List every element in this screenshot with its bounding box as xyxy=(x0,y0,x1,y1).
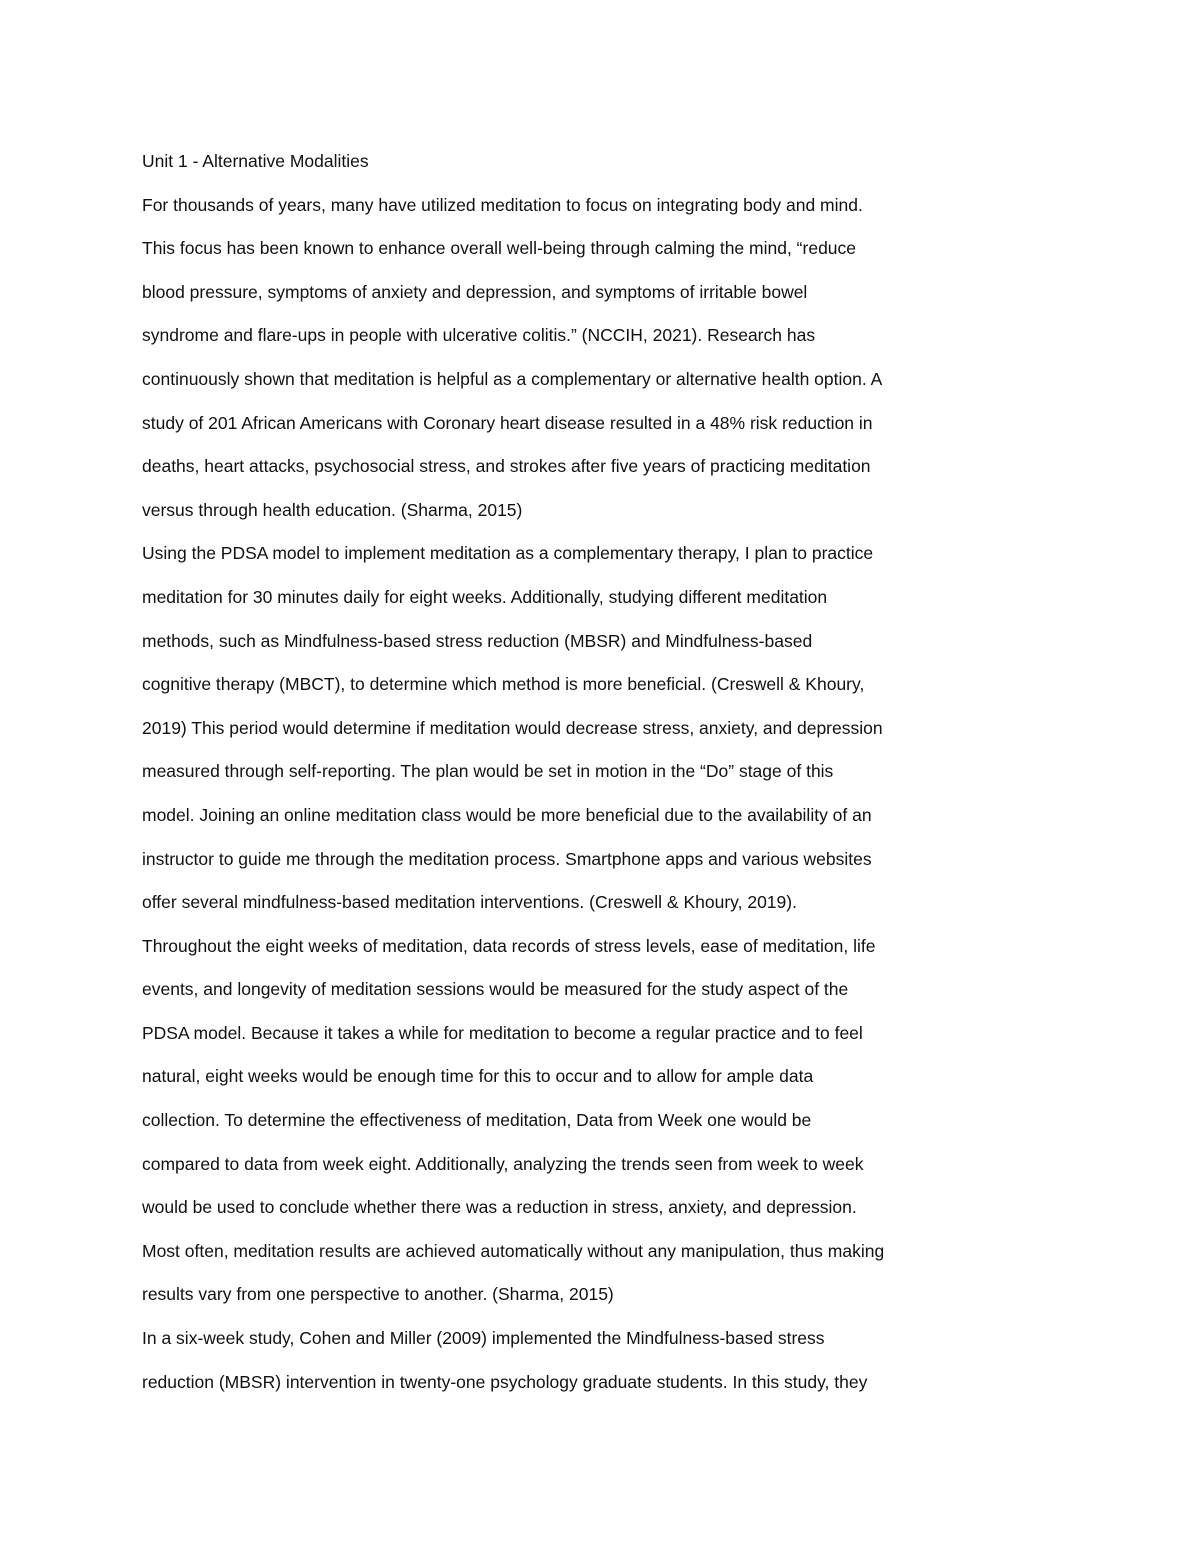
text-line-3: blood pressure, symptoms of anxiety and depression, and symptoms of irritable bowel xyxy=(142,281,808,302)
text-line-2: This focus has been known to enhance overall well-being through calming the mind, “reduce xyxy=(142,238,857,259)
text-line-15: model. Joining an online meditation class would be more beneficial due to the availability of an xyxy=(142,804,872,825)
text-line-28: reduction (MBSR) intervention in twenty-one psychology graduate students. In this study, they xyxy=(142,1371,868,1392)
text-line-1: For thousands of years, many have utilized meditation to focus on integrating body and mind. xyxy=(142,194,863,215)
text-line-22: collection. To determine the effectiveness of meditation, Data from Week one would be xyxy=(142,1110,812,1131)
text-line-17: offer several mindfulness-based meditation interventions. (Creswell & Khoury, 2019). xyxy=(142,892,797,913)
text-line-14: measured through self-reporting. The plan would be set in motion in the “Do” stage of this xyxy=(142,761,834,782)
text-line-24: would be used to conclude whether there was a reduction in stress, anxiety, and depression. xyxy=(142,1197,857,1218)
text-line-21: natural, eight weeks would be enough time for this to occur and to allow for ample data xyxy=(142,1066,814,1087)
text-line-8: versus through health education. (Sharma, 2015) xyxy=(142,499,523,520)
text-line-5: continuously shown that meditation is helpful as a complementary or alternative health option. A xyxy=(142,368,883,389)
text-line-7: deaths, heart attacks, psychosocial stress, and strokes after five years of practicing meditation xyxy=(142,456,871,477)
document-body xyxy=(142,140,1042,1404)
text-line-26: results vary from one perspective to another. (Sharma, 2015) xyxy=(142,1284,614,1305)
text-line-19: events, and longevity of meditation sessions would be measured for the study aspect of the xyxy=(142,979,849,1000)
text-line-10: meditation for 30 minutes daily for eight weeks. Additionally, studying different meditation xyxy=(142,586,828,607)
text-line-20: PDSA model. Because it takes a while for meditation to become a regular practice and to feel xyxy=(142,1022,863,1043)
text-line-27: In a six-week study, Cohen and Miller (2009) implemented the Mindfulness-based stress xyxy=(142,1328,825,1349)
text-line-9: Using the PDSA model to implement meditation as a complementary therapy, I plan to practice xyxy=(142,543,874,564)
document-title: Unit 1 - Alternative Modalities xyxy=(142,151,369,171)
text-line-23: compared to data from week eight. Additionally, analyzing the trends seen from week to week xyxy=(142,1153,864,1174)
text-line-25: Most often, meditation results are achieved automatically without any manipulation, thus making xyxy=(142,1240,885,1261)
text-line-11: methods, such as Mindfulness-based stress reduction (MBSR) and Mindfulness-based xyxy=(142,630,813,651)
text-line-18: Throughout the eight weeks of meditation, data records of stress levels, ease of meditation, life xyxy=(142,935,876,956)
text-line-4: syndrome and flare-ups in people with ulcerative colitis.” (NCCIH, 2021). Research has xyxy=(142,325,816,346)
text-line-16: instructor to guide me through the meditation process. Smartphone apps and various websites xyxy=(142,848,872,869)
text-line-13: 2019) This period would determine if meditation would decrease stress, anxiety, and depression xyxy=(142,717,883,738)
text-line-6: study of 201 African Americans with Coronary heart disease resulted in a 48% risk reduction in xyxy=(142,412,873,433)
text-line-12: cognitive therapy (MBCT), to determine which method is more beneficial. (Creswell & Khoury, xyxy=(142,674,865,695)
